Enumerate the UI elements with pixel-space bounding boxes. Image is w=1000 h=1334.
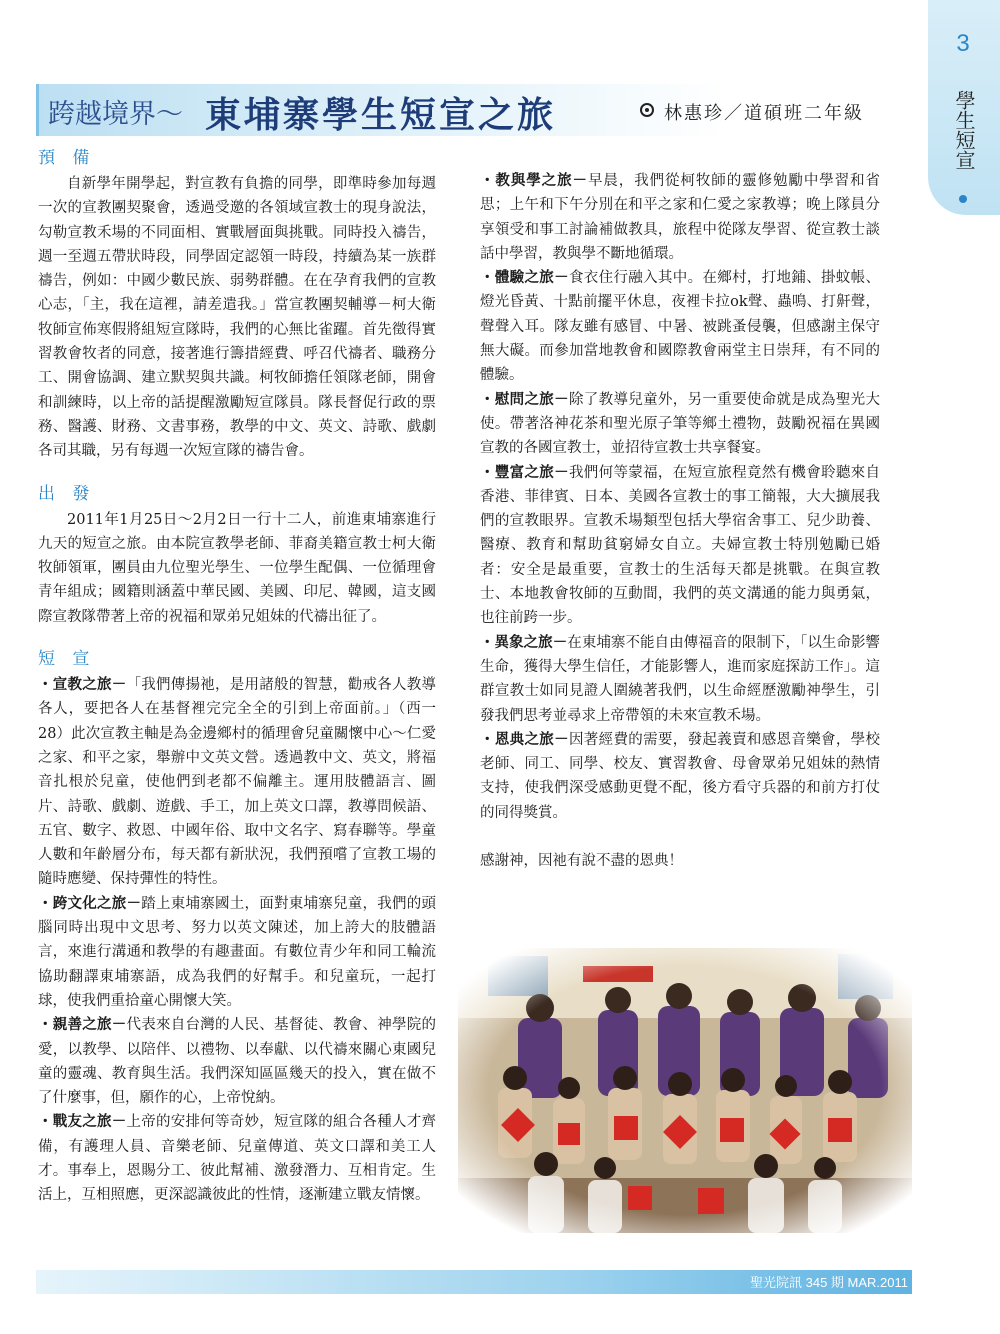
closing-line: 感謝神，因祂有說不盡的恩典！ bbox=[480, 853, 683, 870]
item-text: 食衣住行融入其中。在鄉村，打地鋪、掛蚊帳、燈光昏黃、十點前擺平休息，夜裡卡拉ok聲、蟲鳴、打鼾聲，聲聲入耳。隊友雖有感冒、中暑、被跳蚤侵襲，但感謝主保守無大礙。而參加當地教會和國際教會兩堂主日崇拜，有不同的體驗。 bbox=[480, 270, 881, 384]
title-prefix: 跨越境界～ bbox=[48, 99, 183, 130]
item-title: ・體驗之旅－ bbox=[480, 269, 569, 287]
page-title: 東埔寨學生短宣之旅 bbox=[205, 95, 557, 136]
item-title: ・豐富之旅－ bbox=[480, 463, 569, 481]
item-text: 因著經費的需要，發起義賣和感恩音樂會，學校老師、同工、同學、校友、實習教會、母會眾弟兄姐妹的熱情支持，使我們深受感動更覺不配，後方看守兵器的和前方打仗的同得獎賞。 bbox=[480, 731, 881, 821]
item-text: 代表來自台灣的人民、基督徒、教會、神學院的愛，以教學、以陪伴、以禮物、以奉獻、以代禱來關心東國兒童的靈魂、教育與生活。我們深知區區幾天的投入，實在做不了什麼事，但，願作的心，上帝悅納。 bbox=[38, 1017, 436, 1107]
item-title: ・教與學之旅－ bbox=[480, 172, 588, 189]
group-photo bbox=[458, 948, 912, 1233]
item-text: 早晨，我們從柯牧師的靈修勉勵中學習和省思；上午和下午分別在和平之家和仁愛之家教導；晚上隊員分享領受和事工討論補做教具，旅程中從隊友學習、從宣教士談話中學習，教與學不斷地循環。 bbox=[480, 173, 881, 262]
item-title: ・慰問之旅－ bbox=[480, 390, 569, 408]
list-item bbox=[480, 631, 880, 728]
item-text: 上帝的安排何等奇妙，短宣隊的組合各種人才齊備，有護理人員、音樂老師、兒童傳道、英文口譯和美工人才。事奉上，恩賜分工、彼此幫補、激發潛力、互相肯定。生活上，互相照應，更深認識彼此的性情，逐漸建立戰友情懷。 bbox=[38, 1114, 436, 1204]
list-item bbox=[38, 1110, 436, 1207]
paragraph: 自新學年開學起，對宣教有負擔的同學，即準時參加每週一次的宣教團契聚會，透過受邀的各領域宣教士的現身說法，勾勒宣教禾場的不同面相、實戰層面與挑戰。同時投入禱告，週一至週五帶狀時段，同學固定認領一時段，持續為某一族群禱告，例如：中國少數民族、弱勢群體。在在孕育我們的宣教心志，「主，我在這裡，請差遣我。」當宣教團契輔導－柯大衛牧師宣佈寒假將組短宣隊時，我們的心無比雀躍。首先徵得實習教會牧者的同意，接著進行籌措經費、呼召代禱者、職務分工、開會協調、建立默契與共識。柯牧師擔任領隊老師，開會和訓練時，以上帝的話提醒激勵短宣隊員。隊長督促行政的票務、醫護、財務、文書事務，教學的中文、英文、詩歌、戲劇各司其職，另有每週一次短宣隊的禱告會。 bbox=[38, 176, 436, 460]
section-heading: 短 宣 bbox=[38, 649, 96, 670]
item-text: 除了教導兒童外，另一重要使命就是成為聖光大使。帶著洛神花茶和聖光原子筆等鄉土禮物，鼓勵祝福在異國宣教的各國宣教士，並招待宣教士共享餐宴。 bbox=[480, 391, 881, 457]
section-heading: 出 發 bbox=[38, 483, 96, 504]
item-text: 在東埔寨不能自由傳福音的限制下，「以生命影響生命，獲得大學生信任，才能影響人，進而家庭探訪工作」。這群宣教士如同見證人圍繞著我們，以生命經歷激勵神學生，引發我們思考並尋求上帝帶領的未來宣教禾場。 bbox=[480, 634, 881, 724]
paragraph: 2011年1月25日～2月2日一行十二人，前進東埔寨進行九天的短宣之旅。由本院宣教學老師、菲裔美籍宣教士柯大衛牧師領軍，團員由九位聖光學生、一位學生配偶、一位循理會青年組成；國籍則涵蓋中華民國、美國、印尼、韓國，這支國際宣教隊帶著上帝的祝福和眾弟兄姐妹的代禱出征了。 bbox=[38, 511, 436, 625]
left-column bbox=[38, 146, 436, 1208]
section-label: 學生短宣 bbox=[952, 90, 976, 170]
item-title: ・跨文化之旅－ bbox=[38, 894, 141, 912]
item-title: ・戰友之旅－ bbox=[38, 1113, 127, 1131]
page-number: 3 bbox=[956, 30, 970, 57]
list-item bbox=[38, 1013, 436, 1110]
item-title: ・恩典之旅－ bbox=[480, 730, 569, 748]
author-byline: 林惠珍／道碩班二年級 bbox=[664, 103, 864, 124]
item-title: ・異象之旅－ bbox=[480, 633, 568, 651]
section-heading: 預 備 bbox=[38, 148, 96, 168]
list-item bbox=[38, 892, 436, 1013]
list-item bbox=[38, 673, 436, 892]
item-text: 我們何等蒙福，在短宣旅程竟然有機會聆聽來自香港、菲律賓、日本、美國各宣教士的事工簡報，大大擴展我們的宣教眼界。宣教禾場類型包括大學宿舍事工、兒少助養、醫療、教育和幫助貧窮婦女自立。夫婦宣教士特別勉勵已婚者：安全是最重要，宣教士的生活每天都是挑戰。在與宣教士、本地教會牧師的互動間，我們的英文溝通的能力與勇氣，也往前跨一步。 bbox=[480, 464, 881, 627]
list-item bbox=[480, 169, 880, 266]
list-item bbox=[480, 461, 880, 631]
bullseye-icon bbox=[640, 103, 654, 117]
section-departure bbox=[38, 482, 436, 629]
list-item bbox=[480, 728, 880, 825]
right-column bbox=[480, 169, 880, 873]
section-preparation bbox=[38, 146, 436, 464]
section-mission bbox=[38, 647, 436, 1208]
list-item bbox=[480, 388, 880, 461]
list-item bbox=[480, 266, 880, 387]
section-dot-icon bbox=[959, 195, 967, 203]
footer-issue: 聖光院訊 345 期 MAR.2011 bbox=[750, 1275, 908, 1290]
item-title: ・宣教之旅－ bbox=[38, 676, 127, 694]
item-text: 「我們傳揚祂，是用諸般的智慧，勸戒各人教導各人，要把各人在基督裡完完全全的引到上帝面前。」（西一28）此次宣教主軸是為金邊鄉村的循理會兒童關懷中心～仁愛之家、和平之家，舉辦中文英文營。透過教中文、英文，將福音扎根於兒童，使他們到老都不偏離主。運用肢體語言、圖片、詩歌、戲劇、遊戲、手工，加上英文口譯，教導問候語、五官、數字、救恩、中國年俗、取中文名字、寫春聯等。學童人數和年齡層分布，每天都有新狀況，我們預嚐了宣教工場的隨時應變、保持彈性的特性。 bbox=[38, 677, 436, 888]
item-text: 踏上東埔寨國土，面對東埔寨兒童，我們的頭腦同時出現中文思考、努力以英文陳述，加上誇大的肢體語言，來進行溝通和教學的有趣畫面。有數位青少年和同工輪流協助翻譯東埔寨語，成為我們的好幫手。和兒童玩，一起打球，使我們重拾童心開懷大笑。 bbox=[38, 895, 436, 1009]
item-title: ・親善之旅－ bbox=[38, 1016, 127, 1034]
